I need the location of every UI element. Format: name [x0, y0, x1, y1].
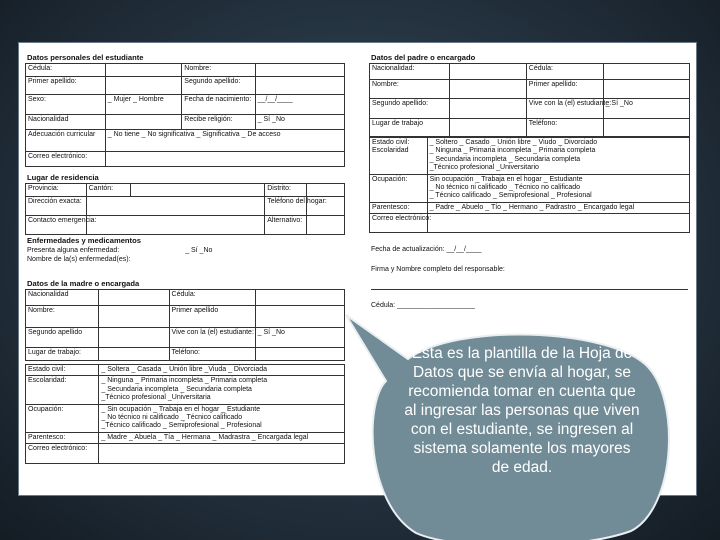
cell-value: _ Padre _ Abuelo _ Tío _ Hermano _ Padrastro _ Encargado legal	[427, 202, 689, 213]
cell-value	[105, 77, 182, 95]
cell-label: Nombre:	[26, 306, 99, 328]
cell-value	[86, 197, 265, 216]
cell-label: Sexo:	[26, 95, 106, 115]
cell-label: Segundo apellido	[26, 328, 99, 348]
illness-name-label: Nombre de la(s) enfermedad(es):	[27, 256, 131, 263]
cell-label: Segundo apellido:	[370, 99, 450, 119]
cell-label: Nombre:	[182, 64, 255, 77]
cell-label: Cédula:	[526, 64, 603, 80]
cell-label: Parentesco:	[370, 202, 428, 213]
cell-value	[255, 306, 344, 328]
cell-value	[105, 152, 344, 167]
cell-label: Estado civil:	[26, 365, 99, 376]
cell-value	[450, 99, 527, 119]
illness-question: Presenta alguna enfermedad:	[27, 247, 120, 254]
cell-label: Lugar de trabajo:	[26, 348, 99, 361]
update-date-line: Fecha de actualización: __/__/____	[371, 246, 482, 254]
student-table	[25, 63, 345, 167]
cell-value: _ Sí _No	[255, 328, 344, 348]
cell-value	[427, 214, 689, 233]
cell-value	[99, 306, 169, 328]
cedula-line: Cédula: ____________________	[371, 302, 475, 310]
cell-label: Recibe religión:	[182, 115, 255, 130]
callout-text: Esta es la plantilla de la Hoja de Datos que se envía al hogar, se recomienda tomar en cuenta que al ingresar las personas que viven con el estudiante, se ingresen al sistema solamente los mayores de edad.	[404, 345, 640, 476]
cell-value	[603, 64, 689, 80]
cell-value	[131, 184, 265, 197]
student-section-title: Datos personales del estudiante	[27, 53, 144, 62]
cell-value	[105, 64, 182, 77]
cell-value: _ Madre _ Abuela _ Tía _ Hermana _ Madrastra _ Encargada legal	[99, 432, 345, 443]
cell-label: Nacionalidad	[26, 290, 99, 306]
cell-value: _ Sin ocupación _ Trabaja en el hogar _ Estudiante _ No técnico ni calificado _ Técnico calificado _Técnico calificado _ Semiprofesional _ Profesional	[99, 404, 345, 432]
cell-label: Teléfono del hogar:	[265, 197, 306, 216]
cell-value	[255, 290, 344, 306]
signature-line	[371, 279, 688, 290]
cell-label: Nacionalidad	[26, 115, 106, 130]
cell-label: Correo electrónico:	[370, 214, 428, 233]
cell-label: Contacto emergencia:	[26, 216, 87, 235]
cell-label: Fecha de nacimiento:	[182, 95, 255, 115]
signature-line-label: Firma y Nombre completo del responsable:	[371, 266, 505, 274]
cell-label: Vive con la (el) estudiante:	[169, 328, 255, 348]
father-section-title: Datos del padre o encargado	[371, 53, 476, 62]
cell-value: _ Soltero _ Casado _ Unión libre _ Viudo _ Divorciado _ Ninguna _ Primaria incompleta _ Primaria completa _ Secundaria incompleta _ Secundaria completa _Técnico profesional _Universitario	[427, 138, 689, 175]
cell-label: Primer apellido:	[26, 77, 106, 95]
cell-value: _ No tiene _ No significativa _ Significativa _ De acceso	[105, 130, 344, 152]
cell-value: Sin ocupación _ Trabaja en el hogar _ Estudiante _ No técnico ni calificado _ Técnico no calificado _ Técnico calificado _ Semiprofesional _ Profesional	[427, 174, 689, 202]
cell-value: _ Ninguna _ Primaria incompleta _ Primaria completa _ Secundaria incompleta _ Secundaria completa _Técnico profesional _Universitaria	[99, 376, 345, 404]
cell-value: _ Mujer _ Hombre	[105, 95, 182, 115]
right-form-column	[369, 52, 690, 312]
cell-label: Ocupación:	[26, 404, 99, 432]
cell-label: Nacionalidad:	[370, 64, 450, 80]
cell-label: Primer apellido	[169, 306, 255, 328]
illness-block	[25, 246, 345, 264]
cell-label: Correo electrónico:	[26, 152, 106, 167]
cell-value	[450, 64, 527, 80]
left-form-column	[25, 52, 345, 464]
cell-label: Lugar de trabajo	[370, 119, 450, 137]
illness-options: _ Sí _No	[185, 247, 213, 254]
cell-label: Escolaridad:	[26, 376, 99, 404]
cell-value	[99, 290, 169, 306]
cell-value: _ Sí _No	[255, 115, 344, 130]
father-details-table	[369, 137, 690, 233]
cell-label: Correo electrónico:	[26, 444, 99, 464]
cell-label: Cédula:	[26, 64, 106, 77]
cell-value: __/__/____	[255, 95, 344, 115]
cell-value	[603, 119, 689, 137]
cell-label: Segundo apellido:	[182, 77, 255, 95]
cell-value	[450, 119, 527, 137]
cell-label: Parentesco:	[26, 432, 99, 443]
cell-label: Distrito:	[265, 184, 306, 197]
mother-table	[25, 289, 345, 361]
father-table	[369, 63, 690, 137]
cell-label: Cantón:	[86, 184, 131, 197]
cell-value	[603, 80, 689, 99]
cell-value	[255, 64, 344, 77]
cell-value	[105, 115, 182, 130]
cell-label: Cédula:	[169, 290, 255, 306]
cell-value	[306, 184, 344, 197]
cell-label: Dirección exacta:	[26, 197, 87, 216]
cell-label: Primer apellido:	[526, 80, 603, 99]
cell-value: _ Soltera _ Casada _ Unión libre _Viuda _ Divorciada	[99, 365, 345, 376]
residence-table	[25, 183, 345, 235]
cell-label: Adecuación curricular	[26, 130, 106, 152]
cell-value: _ Sí _No	[603, 99, 689, 119]
cell-value	[99, 348, 169, 361]
cell-label: Teléfono:	[169, 348, 255, 361]
cell-label: Vive con la (el) estudiante:	[526, 99, 603, 119]
cell-value	[99, 328, 169, 348]
cell-label: Nombre:	[370, 80, 450, 99]
residence-section-title: Lugar de residencia	[27, 173, 99, 182]
cell-label: Provincia:	[26, 184, 87, 197]
illness-section-title: Enfermedades y medicamentos	[27, 236, 141, 245]
mother-details-table	[25, 364, 345, 464]
mother-section-title: Datos de la madre o encargada	[27, 279, 140, 288]
cell-label: Estado civil: Escolaridad	[370, 138, 428, 175]
cell-value	[86, 216, 265, 235]
cell-value	[255, 348, 344, 361]
cell-label: Teléfono:	[526, 119, 603, 137]
cell-value	[99, 444, 345, 464]
cell-label: Alternativo:	[265, 216, 306, 235]
cell-value	[450, 80, 527, 99]
cell-value	[255, 77, 344, 95]
cell-value	[306, 216, 344, 235]
cell-label: Ocupación:	[370, 174, 428, 202]
